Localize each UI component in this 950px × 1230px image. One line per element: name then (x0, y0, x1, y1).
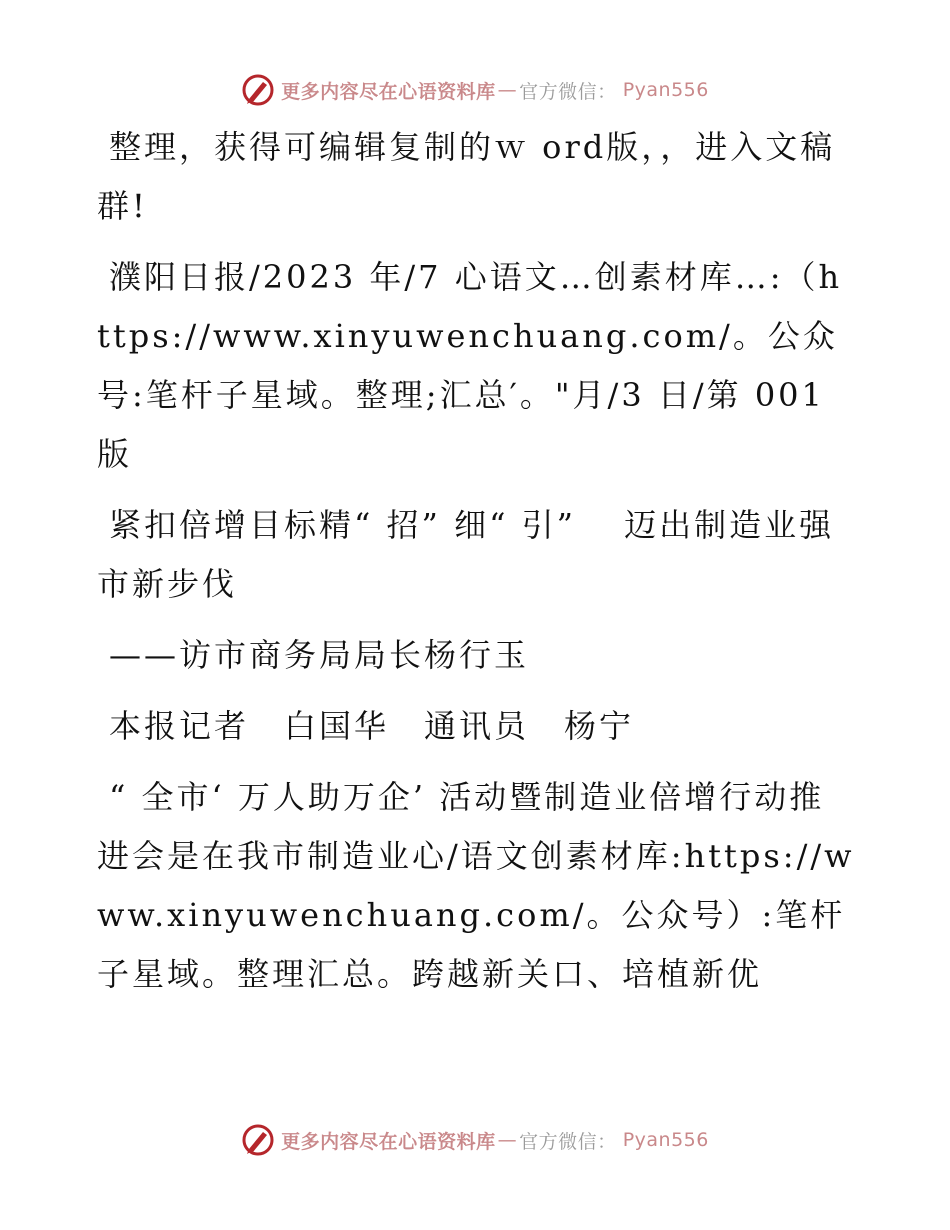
article-byline: 本报记者 白国华 通讯员 杨宁 (109, 707, 635, 745)
banner-dash: — (497, 1129, 518, 1151)
article-headline: 紧扣倍增目标精“ 招” 细“ 引” 迈出制造业强市新步伐 (97, 506, 835, 603)
wechat-label: 官方微信： (519, 80, 617, 103)
footer-banner (0, 1122, 950, 1158)
header-banner (0, 72, 950, 108)
pen-logo-icon (241, 1123, 275, 1157)
article-subheadline: ——访市商务局局长杨行玉 (109, 636, 530, 674)
paragraph-intro: 整理，获得可编辑复制的ｗ ord版，，进入文稿群! (97, 128, 836, 225)
paragraph-source: 濮阳日报/2023 年/7 心语文…创素材库…:（https://www.xinyuwenchuang.com/。公众号:笔杆子星域。整理;汇总′。"月/3 日/第 001 版 (97, 258, 843, 473)
wechat-id: Pyan556 (622, 1129, 709, 1151)
banner-dash: — (497, 79, 518, 101)
promo-text: 更多内容尽在心语资料库 (281, 80, 496, 103)
wechat-id: Pyan556 (622, 79, 709, 101)
wechat-label: 官方微信： (519, 1130, 617, 1153)
promo-text: 更多内容尽在心语资料库 (281, 1130, 496, 1153)
article-body-paragraph: “ 全市‘ 万人助万企’ 活动暨制造业倍增行动推进会是在我市制造业心/语文创素材库:https://www.xinyuwenchuang.com/。公众号）:笔杆子星域。整理汇总。跨越新关口、培植新优 (97, 778, 855, 993)
document-body (97, 118, 857, 1016)
pen-logo-icon (241, 73, 275, 107)
